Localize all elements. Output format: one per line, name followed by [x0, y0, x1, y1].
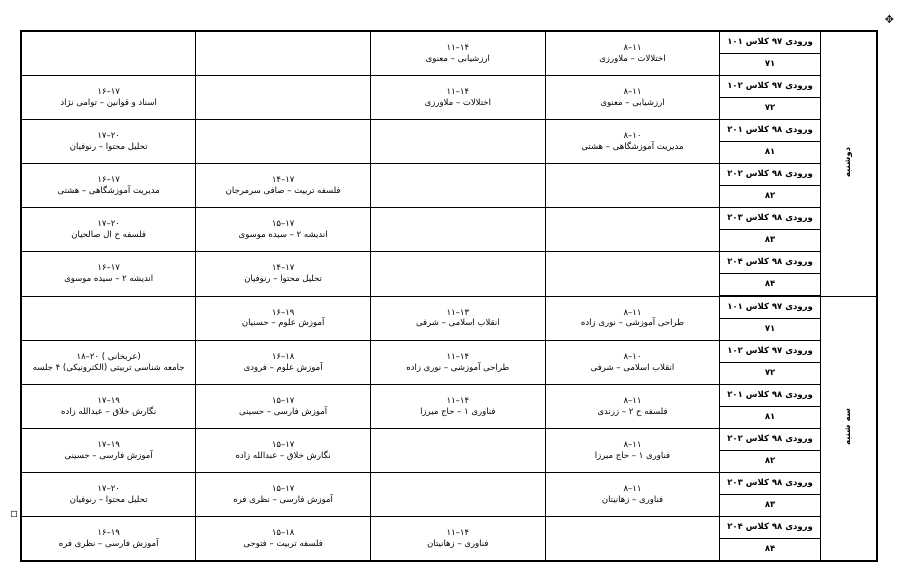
schedule-table: [20, 30, 878, 562]
slot-time: ۱۷–۲۰: [97, 483, 120, 494]
slot-time: ۱۶–۱۷: [97, 86, 120, 97]
slot-time: ۱۶–۱۷: [97, 263, 120, 274]
slot-course: آموزش فارسی – حسینی: [64, 450, 153, 461]
schedule-cell: [21, 517, 196, 562]
table-row: [21, 208, 877, 230]
schedule-cell: [370, 429, 545, 473]
schedule-cell: [196, 473, 371, 517]
table-row: [21, 252, 877, 274]
day-label-text: دوشنبه: [843, 146, 854, 177]
day-label: [820, 31, 877, 296]
slot-course: انقلاب اسلامی – شرفی: [590, 362, 675, 373]
slot-time: ۱۸–۲۰ ( عربخانی): [76, 351, 141, 362]
schedule-cell: [370, 296, 545, 341]
slot-time: ۱۱–۱۴: [446, 351, 470, 362]
table-row: [21, 385, 877, 407]
slot-time: ۸–۱۱: [623, 439, 642, 450]
slot-time: ۱۵–۱۷: [271, 395, 295, 406]
class-label: ورودی ۹۸ کلاس ۲۰۲: [720, 164, 820, 186]
slot-course: فلسفه تربیت – صافی سرمرجان: [225, 185, 341, 196]
schedule-cell: [21, 429, 196, 473]
class-code: ۷۱: [720, 319, 820, 341]
schedule-cell: [21, 252, 196, 297]
schedule-cell: [370, 164, 545, 208]
page-bottom-left-mark: ▫: [10, 506, 19, 520]
slot-time: ۱۶–۱۹: [97, 527, 120, 538]
class-label: ورودی ۹۷ کلاس ۱۰۱: [720, 31, 820, 54]
slot-time: ۱۴–۱۷: [271, 263, 295, 274]
table-row: [21, 164, 877, 186]
slot-course: آموزش فارسی – نظری فره: [58, 538, 159, 549]
table-row: [21, 429, 877, 451]
schedule-cell: [545, 473, 720, 517]
slot-course: نگارش خلاق – عبدالله زاده: [60, 406, 157, 417]
schedule-cell: [196, 31, 371, 76]
slot-time: ۱۱–۱۴: [446, 42, 470, 53]
slot-course: فلسفه ح ۲ – زرندی: [597, 406, 668, 417]
slot-course: ارزشیابی – معنوی: [425, 53, 490, 64]
slot-course: فلسفه ح ال صالحیان: [71, 229, 146, 240]
schedule-cell: [545, 341, 720, 385]
class-code: ۷۲: [720, 363, 820, 385]
slot-course: آموزش علوم – حسنیان: [241, 318, 325, 329]
schedule-cell: [21, 385, 196, 429]
class-label: ورودی ۹۸ کلاس ۲۰۴: [720, 252, 820, 274]
class-code: ۸۲: [720, 451, 820, 473]
schedule-cell: [196, 208, 371, 252]
schedule-cell: [370, 120, 545, 164]
slot-course: آموزش فارسی – نظری فره: [233, 494, 333, 505]
class-code: ۸۴: [720, 274, 820, 297]
table-row: [21, 473, 877, 495]
schedule-cell: [370, 517, 545, 562]
schedule-cell: [196, 164, 371, 208]
schedule-cell: [196, 296, 371, 341]
slot-course: مدیریت آموزشگاهی – هشتی: [581, 141, 684, 152]
slot-course: اختلالات – ملاورزی: [424, 97, 491, 108]
schedule-cell: [545, 164, 720, 208]
slot-time: ۱۷–۱۹: [97, 395, 120, 406]
slot-course: تحلیل محتوا – رنوفیان: [69, 141, 148, 152]
schedule-cell: [21, 296, 196, 341]
slot-time: ۸–۱۱: [623, 307, 642, 318]
slot-course: اندیشه ۲ – سیده موسوی: [238, 229, 328, 240]
class-label: ورودی ۹۸ کلاس ۲۰۱: [720, 385, 820, 407]
schedule-cell: [545, 429, 720, 473]
slot-course: مدیریت آموزشگاهی – هشتی: [57, 185, 160, 196]
schedule-cell: [196, 385, 371, 429]
slot-time: ۸–۱۱: [623, 86, 642, 97]
slot-course: جامعه شناسی تربیتی (الکترونیکی) ۴ جلسه: [32, 362, 185, 373]
schedule-cell: [196, 341, 371, 385]
slot-course: طراحی آموزشی – نوری زاده: [580, 318, 684, 329]
slot-time: ۸–۱۰: [623, 130, 642, 141]
schedule-cell: [545, 296, 720, 341]
page-top-right-mark: ✥: [884, 13, 894, 26]
class-label: ورودی ۹۸ کلاس ۲۰۴: [720, 517, 820, 539]
slot-time: ۱۵–۱۸: [271, 527, 295, 538]
slot-time: ۱۴–۱۷: [271, 174, 295, 185]
schedule-cell: [370, 76, 545, 120]
class-code: ۸۲: [720, 186, 820, 208]
schedule-cell: [370, 341, 545, 385]
schedule-cell: [196, 517, 371, 562]
schedule-cell: [21, 31, 196, 76]
schedule-cell: [196, 429, 371, 473]
class-label: ورودی ۹۸ کلاس ۲۰۲: [720, 429, 820, 451]
class-code: ۸۳: [720, 495, 820, 517]
schedule-cell: [21, 341, 196, 385]
slot-time: ۱۷–۲۰: [97, 218, 120, 229]
day-label-text: سه شنبه: [843, 407, 854, 445]
class-label: ورودی ۹۷ کلاس ۱۰۱: [720, 296, 820, 319]
schedule-cell: [545, 385, 720, 429]
slot-time: ۱۷–۱۹: [97, 439, 120, 450]
slot-time: ۱۱–۱۴: [446, 527, 470, 538]
class-code: ۸۳: [720, 230, 820, 252]
class-code: ۷۱: [720, 54, 820, 76]
slot-course: آموزش فارسی – حسینی: [238, 406, 328, 417]
slot-time: ۱۱–۱۴: [446, 395, 470, 406]
class-code: ۸۱: [720, 142, 820, 164]
slot-course: اندیشه ۲ – سیده موسوی: [64, 273, 154, 284]
schedule-cell: [196, 76, 371, 120]
table-row: [21, 341, 877, 363]
table-row: [21, 76, 877, 98]
schedule-cell: [21, 164, 196, 208]
schedule-cell: [21, 76, 196, 120]
schedule-cell: [545, 76, 720, 120]
slot-course: ارزشیابی – معنوی: [600, 97, 665, 108]
slot-time: ۱۶–۱۸: [271, 351, 295, 362]
schedule-cell: [370, 385, 545, 429]
table-row: [21, 296, 877, 319]
class-code: ۸۱: [720, 407, 820, 429]
slot-course: فناوری ۱ – حاج میرزا: [594, 450, 671, 461]
schedule-sheet: [20, 30, 878, 555]
schedule-cell: [545, 517, 720, 562]
slot-time: ۸–۱۰: [623, 351, 642, 362]
schedule-cell: [545, 252, 720, 297]
schedule-cell: [21, 473, 196, 517]
slot-course: تحلیل محتوا – رنوفیان: [244, 273, 322, 284]
schedule-cell: [196, 252, 371, 297]
table-row: [21, 31, 877, 54]
schedule-cell: [370, 252, 545, 297]
schedule-cell: [545, 120, 720, 164]
slot-time: ۸–۱۱: [623, 395, 642, 406]
schedule-cell: [545, 31, 720, 76]
class-label: ورودی ۹۸ کلاس ۲۰۳: [720, 473, 820, 495]
slot-time: ۱۵–۱۷: [271, 483, 295, 494]
slot-course: فناوری ۱ – حاج میرزا: [420, 406, 496, 417]
class-label: ورودی ۹۸ کلاس ۲۰۳: [720, 208, 820, 230]
slot-time: ۱۵–۱۷: [271, 439, 295, 450]
slot-course: انقلاب اسلامی – شرفی: [415, 318, 500, 329]
day-label: [820, 296, 877, 561]
schedule-cell: [370, 208, 545, 252]
slot-course: نگارش خلاق – عبدالله زاده: [235, 450, 331, 461]
slot-time: ۱۵–۱۷: [271, 218, 295, 229]
table-row: [21, 517, 877, 539]
class-label: ورودی ۹۷ کلاس ۱۰۲: [720, 76, 820, 98]
slot-course: فلسفه تربیت – فتوحی: [243, 538, 323, 549]
slot-course: آموزش علوم – فرودی: [243, 362, 323, 373]
slot-time: ۱۱–۱۴: [446, 86, 470, 97]
slot-time: ۱۷–۲۰: [97, 130, 120, 141]
schedule-cell: [370, 473, 545, 517]
slot-time: ۱۱–۱۳: [446, 307, 470, 318]
slot-time: ۸–۱۱: [623, 42, 642, 53]
slot-course: تحلیل محتوا – رنوفیان: [69, 494, 148, 505]
table-row: [21, 120, 877, 142]
class-code: ۸۴: [720, 539, 820, 562]
schedule-cell: [370, 31, 545, 76]
slot-course: اسناد و قوانین – توامی نژاد: [60, 97, 157, 108]
slot-course: فناوری – زهانیتان: [427, 538, 489, 549]
schedule-cell: [21, 208, 196, 252]
class-code: ۷۲: [720, 98, 820, 120]
slot-course: فناوری – زهانیتان: [601, 494, 664, 505]
schedule-cell: [196, 120, 371, 164]
slot-course: طراحی آموزشی – نوری زاده: [406, 362, 510, 373]
slot-time: ۸–۱۱: [623, 483, 642, 494]
slot-time: ۱۶–۱۷: [97, 174, 120, 185]
slot-time: ۱۶–۱۹: [271, 307, 295, 318]
schedule-cell: [21, 120, 196, 164]
schedule-cell: [545, 208, 720, 252]
class-label: ورودی ۹۷ کلاس ۱۰۲: [720, 341, 820, 363]
slot-course: اختلالات – ملاورزی: [599, 53, 666, 64]
class-label: ورودی ۹۸ کلاس ۲۰۱: [720, 120, 820, 142]
